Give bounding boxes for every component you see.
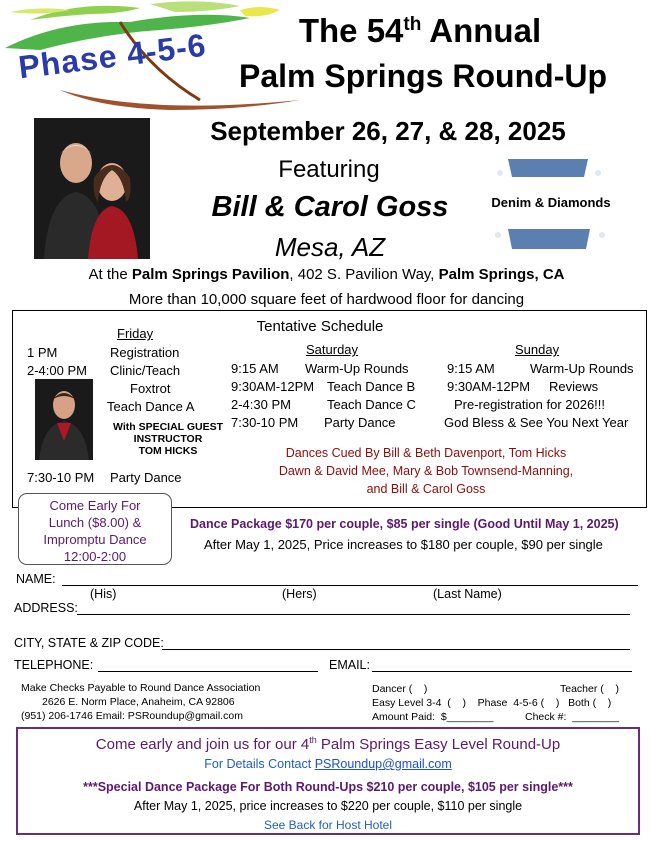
friday-party-event: Party Dance <box>110 470 182 485</box>
tom-hicks-photo <box>35 379 93 460</box>
venue-line: At the Palm Springs Pavilion, 402 S. Pavilion Way, Palm Springs, CA <box>88 266 565 283</box>
sunday-time: 9:30AM-12PM <box>447 379 531 394</box>
phase-badge: Phase 4-5-6 <box>16 26 209 86</box>
his-label: (His) <box>90 587 117 601</box>
email-label: EMAIL: <box>329 658 370 672</box>
address-field[interactable] <box>77 614 630 615</box>
city-state-zip-label: CITY, STATE & ZIP CODE: <box>14 636 164 650</box>
friday-event: Registration <box>110 345 180 360</box>
friday-time: 1 PM <box>27 345 58 360</box>
event-title-line1: The 54th Annual <box>298 12 542 49</box>
level-checkboxes[interactable]: Easy Level 3-4 ( ) Phase 4-5-6 ( ) Both ( ) <box>372 697 612 709</box>
logo-text: Denim & Diamonds <box>491 195 611 210</box>
schedule-title: Tentative Schedule <box>256 318 384 335</box>
friday-party-time: 7:30-10 PM <box>27 470 95 485</box>
last-name-label: (Last Name) <box>433 587 502 601</box>
contact-line: For Details Contact PSRoundup@gmail.com <box>204 757 452 771</box>
amount-paid-field[interactable]: Amount Paid: $________ <box>372 711 494 723</box>
saturday-heading: Saturday <box>306 342 359 357</box>
saturday-event: Party Dance <box>324 415 396 430</box>
name-label: NAME: <box>16 572 56 586</box>
telephone-field[interactable] <box>98 671 318 672</box>
friday-event: Foxtrot <box>130 381 171 396</box>
saturday-event: Teach Dance C <box>327 397 416 412</box>
featured-instructors: Bill & Carol Goss <box>211 191 449 223</box>
sunday-event: Reviews <box>549 379 599 394</box>
saturday-time: 2-4:30 PM <box>231 397 291 412</box>
saturday-time: 9:30AM-12PM <box>231 379 315 394</box>
event-title-line2: Palm Springs Round-Up <box>239 58 607 94</box>
friday-heading: Friday <box>117 326 154 341</box>
special-package-line: ***Special Dance Package For Both Round-Ups $210 per couple, $105 per single*** <box>83 780 573 794</box>
easy-level-promo-title: Come early and join us for our 4th Palm Springs Easy Level Round-Up <box>95 735 561 753</box>
featured-couple-photo <box>34 118 150 259</box>
featured-location: Mesa, AZ <box>274 232 386 262</box>
friday-event: Teach Dance A <box>107 399 195 414</box>
event-dates: September 26, 27, & 28, 2025 <box>210 116 566 146</box>
sunday-farewell: God Bless & See You Next Year <box>444 415 629 430</box>
cuers-list: Dances Cued By Bill & Beth Davenport, Tom Hicks Dawn & David Mee, Mary & Bob Townsend-Manning, and Bill & Carol Goss <box>278 446 574 496</box>
saturday-event: Teach Dance B <box>327 379 416 394</box>
name-field[interactable] <box>62 585 638 586</box>
payment-info: Make Checks Payable to Round Dance Association 2626 E. Norm Place, Anaheim, CA 92806 (951) 206-1746 Email: PSRoundup@gmail.com <box>21 682 261 722</box>
check-number-field[interactable]: Check #: ________ <box>525 711 619 723</box>
saturday-time: 9:15 AM <box>231 361 279 376</box>
sunday-time: 9:15 AM <box>447 361 495 376</box>
host-hotel-note: See Back for Host Hotel <box>263 818 393 832</box>
special-package-increase: After May 1, 2025, price increases to $220 per couple, $110 per single <box>133 799 523 813</box>
sunday-preregistration: Pre-registration for 2026!!! <box>454 397 606 412</box>
address-label: ADDRESS: <box>14 601 78 615</box>
venue-floor-note: More than 10,000 square feet of hardwood floor for dancing <box>128 291 525 308</box>
friday-time: 2-4:00 PM <box>27 363 87 378</box>
dance-package-increase: After May 1, 2025, Price increases to $180 per couple, $90 per single <box>204 537 603 552</box>
sunday-event: Warm-Up Rounds <box>530 361 634 376</box>
teacher-checkbox[interactable]: Teacher ( ) <box>560 683 619 695</box>
dancer-checkbox[interactable]: Dancer ( ) <box>372 683 428 695</box>
featuring-label: Featuring <box>278 156 380 183</box>
email-field[interactable] <box>372 671 632 672</box>
telephone-label: TELEPHONE: <box>14 658 94 672</box>
city-state-zip-field[interactable] <box>162 649 630 650</box>
saturday-event: Warm-Up Rounds <box>305 361 409 376</box>
saturday-time: 7:30-10 PM <box>231 415 299 430</box>
friday-event: Clinic/Teach <box>110 363 181 378</box>
dance-package-price: Dance Package $170 per couple, $85 per single (Good Until May 1, 2025) <box>190 517 619 531</box>
contact-email-link[interactable]: PSRoundup@gmail.com <box>314 757 452 771</box>
denim-diamonds-logo <box>478 155 624 255</box>
special-guest-note: With SPECIAL GUEST INSTRUCTOR TOM HICKS <box>113 421 223 457</box>
hers-label: (Hers) <box>282 587 317 601</box>
lunch-box: Come Early For Lunch ($8.00) & Impromptu Dance 12:00-2:00 <box>18 493 172 565</box>
sunday-heading: Sunday <box>515 342 560 357</box>
